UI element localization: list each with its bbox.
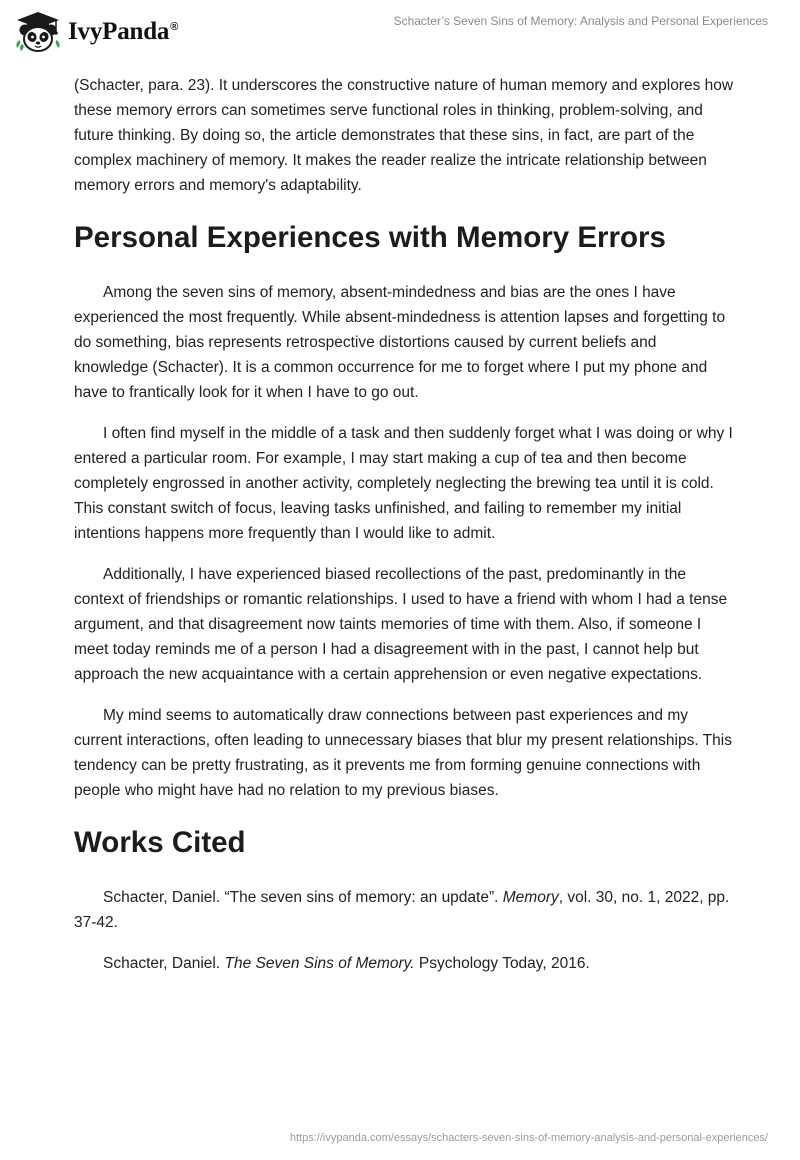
document-title: Schacter’s Seven Sins of Memory: Analysis and Personal Experiences <box>393 14 768 28</box>
citation-text: Schacter, Daniel. <box>103 955 225 972</box>
citation-details: Psychology Today, 2016. <box>414 955 590 972</box>
citation-entry <box>74 885 734 935</box>
logo-text: IvyPanda® <box>68 18 179 45</box>
essay-content <box>74 73 734 976</box>
citation-source-title: The Seven Sins of Memory. <box>224 955 415 972</box>
panda-graduate-icon <box>14 10 62 54</box>
citation-text: Schacter, Daniel. “The seven sins of memory: an update”. <box>103 889 503 906</box>
citation-details: , vol. 30, no. 1, 2022, pp. 37-42. <box>74 889 730 931</box>
section-heading-works-cited: Works Cited <box>74 826 246 859</box>
intro-paragraph: (Schacter, para. 23). It underscores the constructive nature of human memory and explores how these memory errors can sometimes serve functional roles in thinking, problem-solving, and future thinking. By doing so, the article demonstrates that these sins, in fact, are part of the complex machinery of memory. It makes the reader realize the intricate relationship between memory errors and memory's adaptability. <box>74 77 734 194</box>
ivypanda-logo[interactable] <box>14 10 178 54</box>
body-paragraph: Among the seven sins of memory, absent-mindedness and bias are the ones I have experienced the most frequently. While absent-mindedness is attention lapses and forgetting to do something, bias represents retrospective distortions caused by current beliefs and knowledge (Schacter). It is a common occurrence for me to forget where I put my phone and have to frantically look for it when I have to go out. <box>74 284 726 401</box>
citation-source-title: Memory <box>502 889 559 906</box>
works-cited-list <box>74 885 734 976</box>
body-paragraph: My mind seems to automatically draw connections between past experiences and my current interactions, often leading to unnecessary biases that blur my present relationships. This tendency can be pretty frustrating, as it prevents me from forming genuine connections with people who might have had no relation to my previous biases. <box>74 707 732 799</box>
registered-mark: ® <box>170 20 179 33</box>
page-header <box>0 0 800 64</box>
body-paragraph: I often find myself in the middle of a task and then suddenly forget what I was doing or why I entered a particular room. For example, I may start making a cup of tea and then become completely engrossed in another activity, completely neglecting the brewing tea until it is cold. This constant switch of focus, leaving tasks unfinished, and failing to remember my initial intentions happens more frequently than I would like to admit. <box>74 425 733 542</box>
source-url[interactable]: https://ivypanda.com/essays/schacters-seven-sins-of-memory-analysis-and-personal-experiences/ <box>289 1132 768 1144</box>
body-paragraph: Additionally, I have experienced biased recollections of the past, predominantly in the context of friendships or romantic relationships. I used to have a friend with whom I had a tense argument, and that disagreement now taints memories of time with them. Also, if someone I meet today reminds me of a person I had a disagreement with in the past, I cannot help but approach the new acquaintance with a certain apprehension or even negative expectations. <box>74 566 728 683</box>
section-heading-personal-experiences: Personal Experiences with Memory Errors <box>74 221 666 254</box>
citation-entry <box>74 951 734 976</box>
